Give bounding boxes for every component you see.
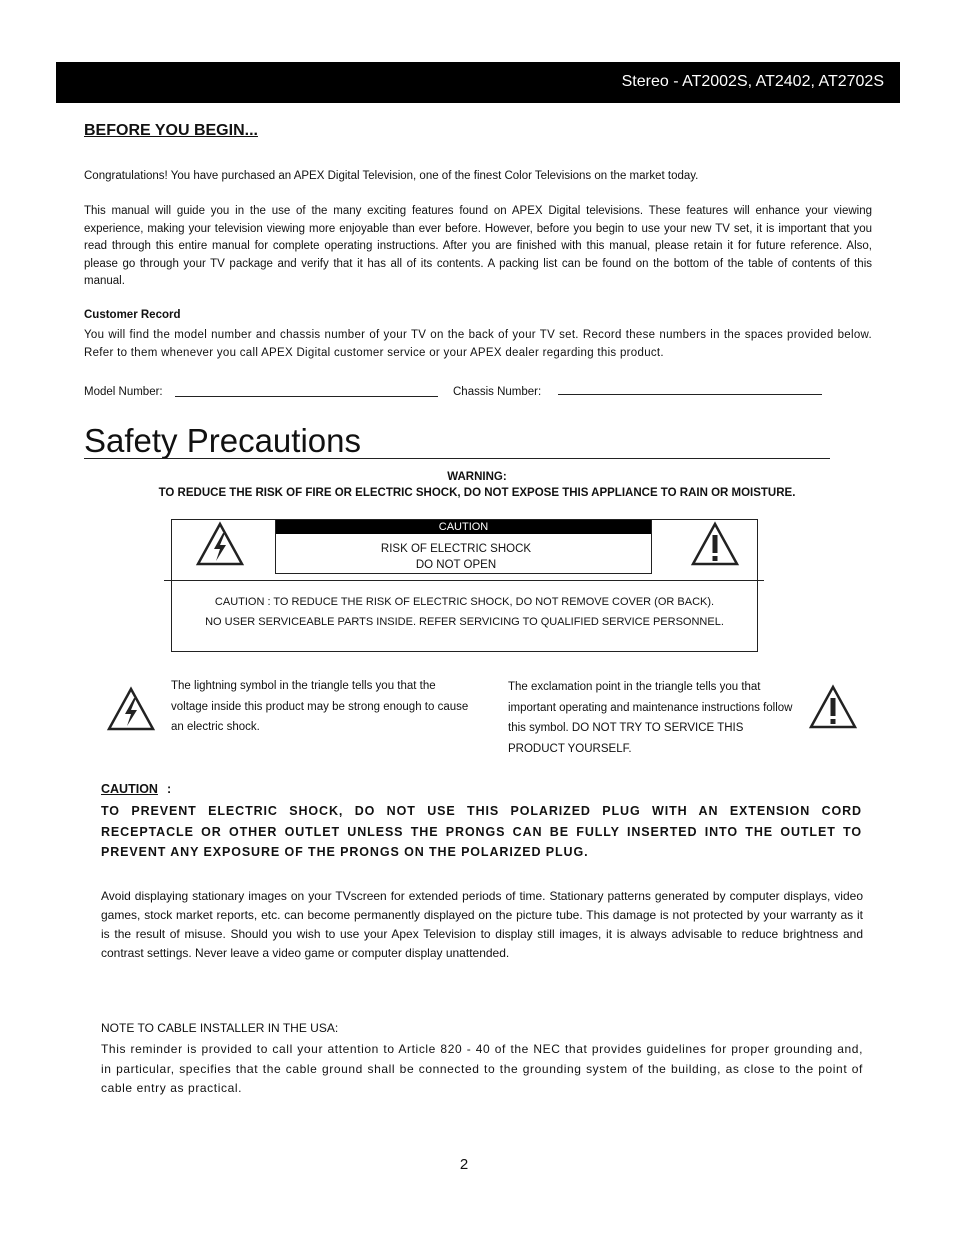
- header-bar: [56, 62, 900, 103]
- warning-text: TO REDUCE THE RISK OF FIRE OR ELECTRIC SHOCK, DO NOT EXPOSE THIS APPLIANCE TO RAIN OR MOISTURE.: [158, 487, 796, 499]
- caution-box-line-2: NO USER SERVICEABLE PARTS INSIDE. REFER SERVICING TO QUALIFIED SERVICE PERSONNEL.: [205, 616, 724, 628]
- chassis-number-label: Chassis Number:: [453, 386, 542, 398]
- exclamation-symbol-icon: [808, 684, 858, 730]
- intro-paragraph: Congratulations! You have purchased an APEX Digital Television, one of the finest Color Televisions on the market today.: [84, 170, 699, 182]
- header-title: Stereo - AT2002S, AT2402, AT2702S: [621, 73, 884, 90]
- caution-plug-text: TO PREVENT ELECTRIC SHOCK, DO NOT USE THIS POLARIZED PLUG WITH AN EXTENSION CORD RECEPTACLE OR OTHER OUTLET UNLESS THE PRONGS CAN BE FULLY INSERTED INTO THE OUTLET TO PREVENT ANY EXPOSURE OF THE PRONGS ON THE POLARIZED PLUG.: [101, 804, 862, 860]
- lightning-explanation: The lightning symbol in the triangle tells you that the voltage inside this product may be strong enough to cause an electric shock.: [171, 680, 469, 733]
- caution-heading: CAUTION: [101, 782, 158, 796]
- safety-title: Safety Precautions: [84, 422, 361, 459]
- title-divider: [84, 458, 830, 459]
- before-you-begin-heading: BEFORE YOU BEGIN...: [84, 122, 258, 139]
- manual-paragraph: This manual will guide you in the use of the many exciting features found on APEX Digital televisions. These features will enhance your viewing experience, making your television viewing more enjoyable than ever before. However, before you begin to use your new TV set, it is important that you read through this entire manual for complete operating instructions. After you are finished with this manual, please retain it for future reference. Also, please go through your TV package and verify that it has all of its contents. A packing list can be found on the bottom of the table of contents of this manual.: [84, 205, 872, 287]
- risk-line-2: DO NOT OPEN: [415, 559, 497, 571]
- risk-text: [276, 541, 636, 573]
- page-number: 2: [459, 1156, 469, 1173]
- customer-record-title: Customer Record: [84, 309, 181, 321]
- caution-box-line-1: CAUTION : TO REDUCE THE RISK OF ELECTRIC SHOCK, DO NOT REMOVE COVER (OR BACK).: [214, 596, 715, 608]
- customer-record-text: You will find the model number and chassis number of your TV on the back of your TV set. Record these numbers in the spaces provided below. Refer to them whenever you call APEX Digital customer service or your APEX dealer regarding this product.: [84, 329, 872, 359]
- model-number-line[interactable]: [175, 396, 438, 397]
- caution-box-divider: [164, 580, 764, 581]
- model-number-label: Model Number:: [84, 386, 163, 398]
- chassis-number-line[interactable]: [558, 394, 822, 395]
- caution-colon: :: [167, 782, 172, 796]
- warning-title: WARNING:: [447, 471, 507, 483]
- lightning-triangle-icon: [195, 521, 245, 567]
- cable-installer-heading: NOTE TO CABLE INSTALLER IN THE USA:: [101, 1021, 339, 1035]
- lightning-symbol-icon: [106, 686, 156, 732]
- risk-line-1: RISK OF ELECTRIC SHOCK: [380, 543, 532, 555]
- cable-installer-text: This reminder is provided to call your attention to Article 820 - 40 of the NEC that provides guidelines for proper grounding and, in particular, specifies that the cable ground shall be connected to the grounding system of the building, as close to the point of cable entry as practical.: [101, 1042, 863, 1095]
- stationary-images-paragraph: Avoid displaying stationary images on your TVscreen for extended periods of time. Stationary patterns generated by computer displays, video games, stock market reports, etc. can become permanently displayed on the picture tube. This damage is not protected by your warranty as it is the result of misuse. Should you wish to use your Apex Television to display still images, it is always advisable to reduce brightness and contrast settings. Never leave a video game or computer display unattended.: [101, 889, 863, 960]
- caution-label-bar: CAUTION: [276, 520, 651, 534]
- exclamation-triangle-icon: [690, 521, 740, 567]
- exclamation-explanation: The exclamation point in the triangle tells you that important operating and maintenance instructions follow this symbol. DO NOT TRY TO SERVICE THIS PRODUCT YOURSELF.: [508, 681, 793, 755]
